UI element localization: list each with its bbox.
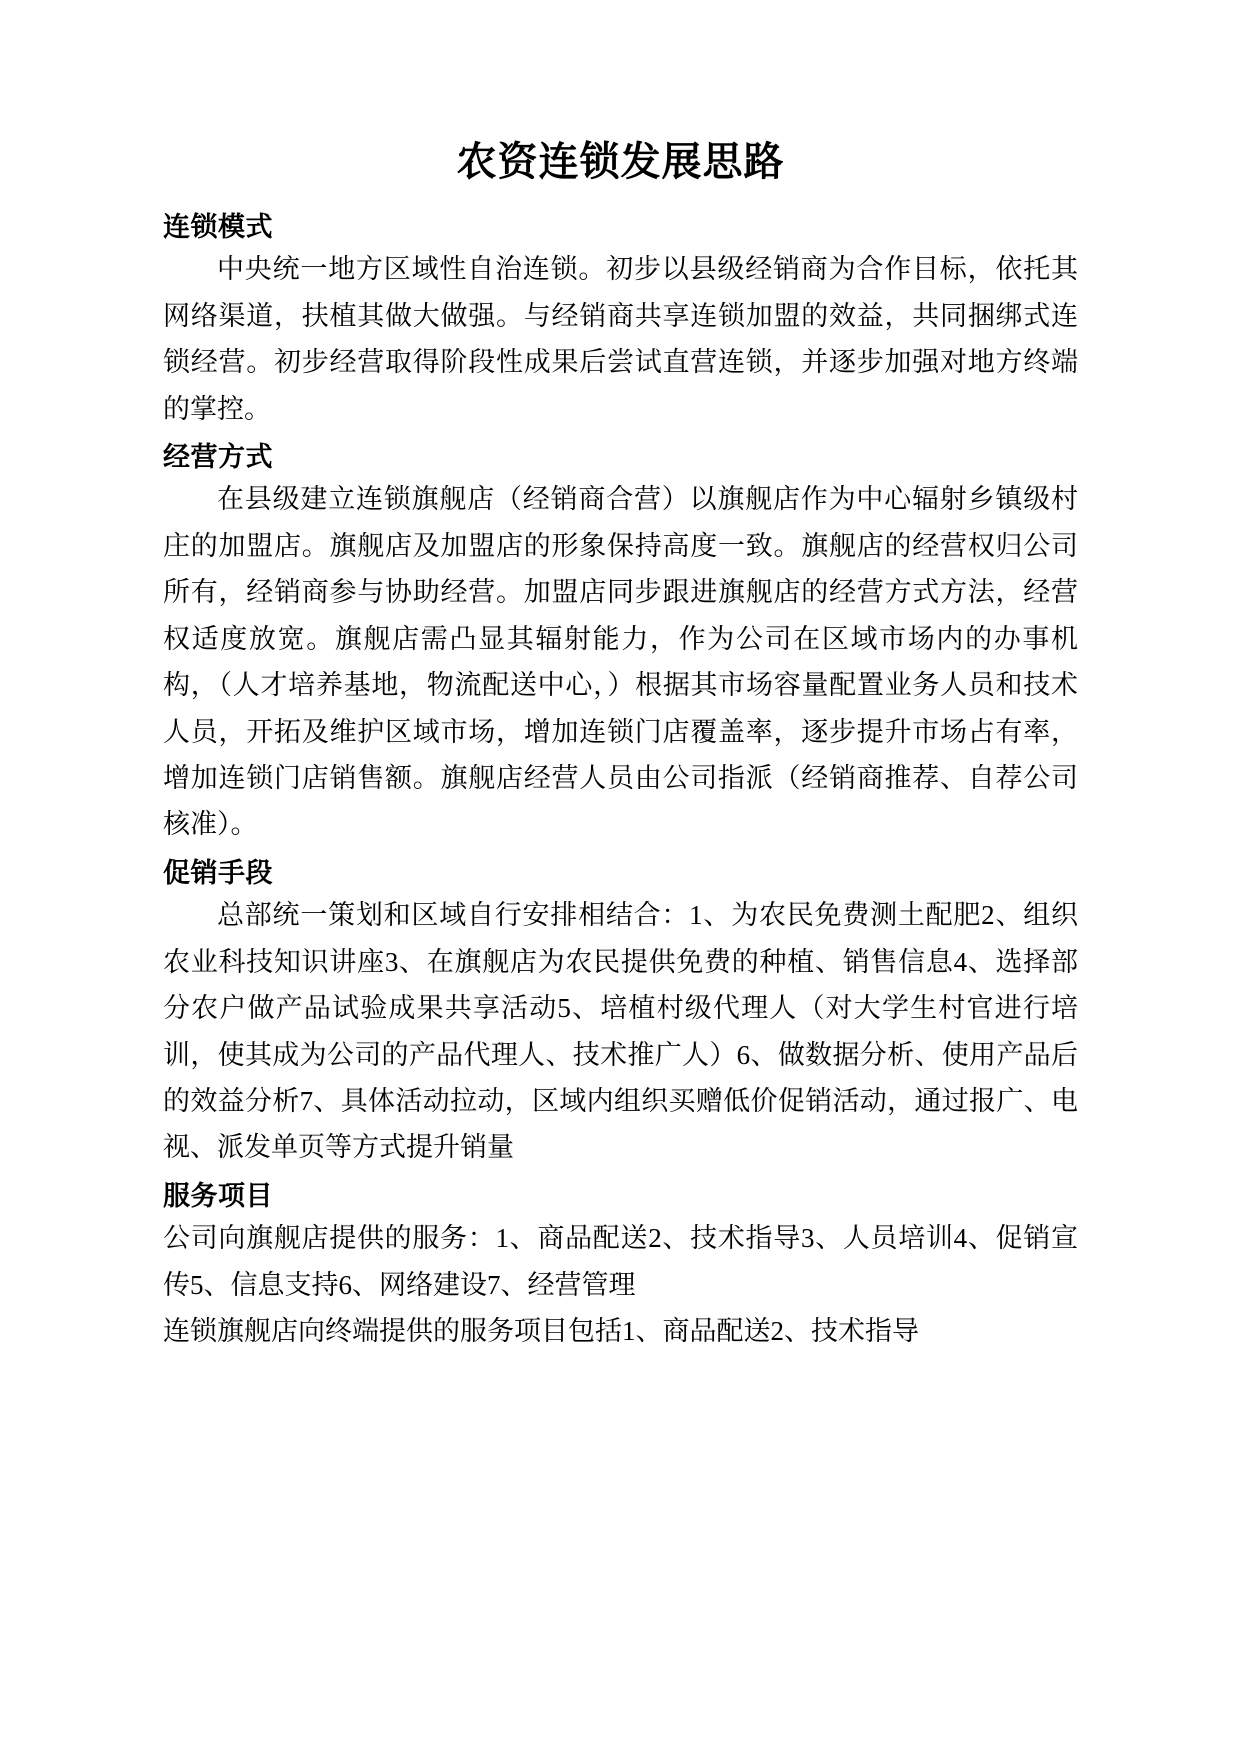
section-promotion-methods [163, 848, 1078, 1171]
page-title: 农资连锁发展思路 [456, 140, 785, 184]
section-body-service-items-line-1: 公司向旗舰店提供的服务：1、商品配送2、技术指导3、人员培训4、促销宣传5、信息支持6、网络建设7、经营管理 [163, 1223, 1078, 1300]
section-body-chain-model: 中央统一地方区域性自治连锁。初步以县级经销商为合作目标，依托其网络渠道，扶植其做大做强。与经销商共享连锁加盟的效益，共同捆绑式连锁经营。初步经营取得阶段性成果后尝试直营连锁，并逐步加强对地方终端的掌控。 [163, 254, 1078, 424]
section-body-promotion-methods: 总部统一策划和区域自行安排相结合：1、为农民免费测土配肥2、组织农业科技知识讲座3、在旗舰店为农民提供免费的种植、销售信息4、选择部分农户做产品试验成果共享活动5、培植村级代理人（对大学生村官进行培训，使其成为公司的产品代理人、技术推广人）6、做数据分析、使用产品后的效益分析7、具体活动拉动，区域内组织买赠低价促销活动，通过报广、电视、派发单页等方式提升销量 [163, 900, 1078, 1163]
section-chain-model [163, 186, 1078, 432]
section-service-items [163, 1171, 1078, 1355]
section-operation-mode [163, 432, 1078, 848]
document-body [163, 0, 1078, 1355]
section-heading-promotion-methods: 促销手段 [163, 857, 273, 888]
section-body-service-items-line-2: 连锁旗舰店向终端提供的服务项目包括1、商品配送2、技术指导 [163, 1316, 919, 1347]
section-heading-operation-mode: 经营方式 [163, 442, 273, 473]
section-heading-service-items: 服务项目 [163, 1180, 273, 1211]
section-heading-chain-model: 连锁模式 [163, 212, 273, 242]
section-body-operation-mode: 在县级建立连锁旗舰店（经销商合营）以旗舰店作为中心辐射乡镇级村庄的加盟店。旗舰店及加盟店的形象保持高度一致。旗舰店的经营权归公司所有，经销商参与协助经营。加盟店同步跟进旗舰店的经营方式方法，经营权适度放宽。旗舰店需凸显其辐射能力，作为公司在区域市场内的办事机构，（人才培养基地，物流配送中心，）根据其市场容量配置业务人员和技术人员，开拓及维护区域市场，增加连锁门店覆盖率，逐步提升市场占有率，增加连锁门店销售额。旗舰店经营人员由公司指派（经销商推荐、自荐公司核准）。 [163, 484, 1078, 840]
